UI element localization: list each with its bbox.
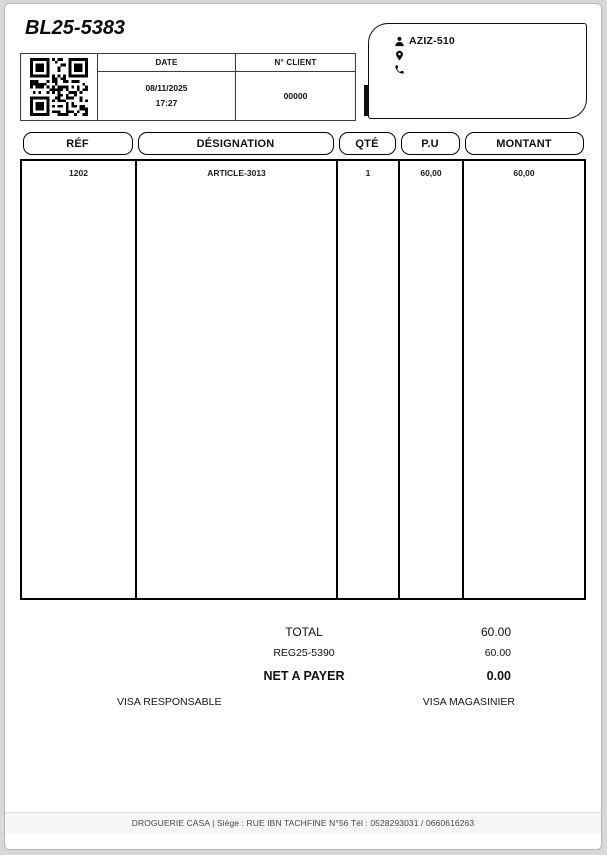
items-table-body bbox=[20, 159, 586, 600]
qr-code-cell bbox=[21, 54, 98, 121]
location-pin-icon bbox=[394, 50, 405, 61]
total-row bbox=[5, 621, 602, 643]
client-info-box bbox=[368, 23, 587, 119]
items-table-header-row bbox=[20, 132, 586, 155]
column-header-qty: QTÉ bbox=[339, 132, 396, 155]
time-value: 17:27 bbox=[155, 98, 178, 109]
total-label: TOTAL bbox=[285, 625, 323, 639]
person-icon bbox=[394, 36, 405, 47]
visa-signature-row bbox=[5, 692, 602, 712]
item-ref-cell: 1202 bbox=[22, 161, 137, 598]
header-info-table bbox=[20, 53, 356, 121]
qr-code bbox=[21, 54, 97, 120]
visa-responsable-label: VISA RESPONSABLE bbox=[117, 696, 222, 708]
payment-reference-row bbox=[5, 643, 602, 664]
client-info-content bbox=[394, 35, 455, 75]
client-phone-line bbox=[394, 63, 455, 75]
column-header-unit-price: P.U bbox=[401, 132, 460, 155]
date-column-header: DATE bbox=[98, 54, 236, 72]
document-number-title: BL25-5383 bbox=[25, 17, 126, 39]
client-number-column-header: N° CLIENT bbox=[236, 54, 356, 72]
payment-reference-value: 60.00 bbox=[484, 647, 511, 659]
client-address-line bbox=[394, 49, 455, 61]
net-to-pay-value: 0.00 bbox=[486, 669, 511, 683]
item-qty-cell: 1 bbox=[338, 161, 400, 598]
net-to-pay-row bbox=[5, 664, 602, 689]
document-page bbox=[4, 3, 602, 850]
total-value: 60.00 bbox=[480, 625, 511, 639]
footer-company-info: DROGUERIE CASA | Siège : RUE IBN TACHFINE N°56 Tél : 0528293031 / 0660616263 bbox=[5, 812, 601, 834]
date-value-cell bbox=[98, 72, 236, 121]
client-name-line bbox=[394, 35, 455, 47]
net-to-pay-label: NET A PAYER bbox=[263, 669, 345, 683]
totals-section bbox=[5, 621, 602, 712]
item-unit-price-cell: 60,00 bbox=[400, 161, 464, 598]
column-header-designation: DÉSIGNATION bbox=[138, 132, 334, 155]
column-header-ref: RÉF bbox=[23, 132, 133, 155]
column-header-amount: MONTANT bbox=[465, 132, 584, 155]
visa-magasinier-label: VISA MAGASINIER bbox=[422, 696, 515, 708]
payment-reference-label: REG25-5390 bbox=[273, 647, 335, 659]
item-amount-cell: 60,00 bbox=[513, 168, 535, 178]
phone-icon bbox=[394, 64, 405, 75]
date-value: 08/11/2025 bbox=[145, 83, 188, 94]
client-name: AZIZ-510 bbox=[409, 35, 455, 47]
client-number-value: 00000 bbox=[236, 72, 356, 121]
item-designation-cell: ARTICLE-3013 bbox=[137, 161, 338, 598]
